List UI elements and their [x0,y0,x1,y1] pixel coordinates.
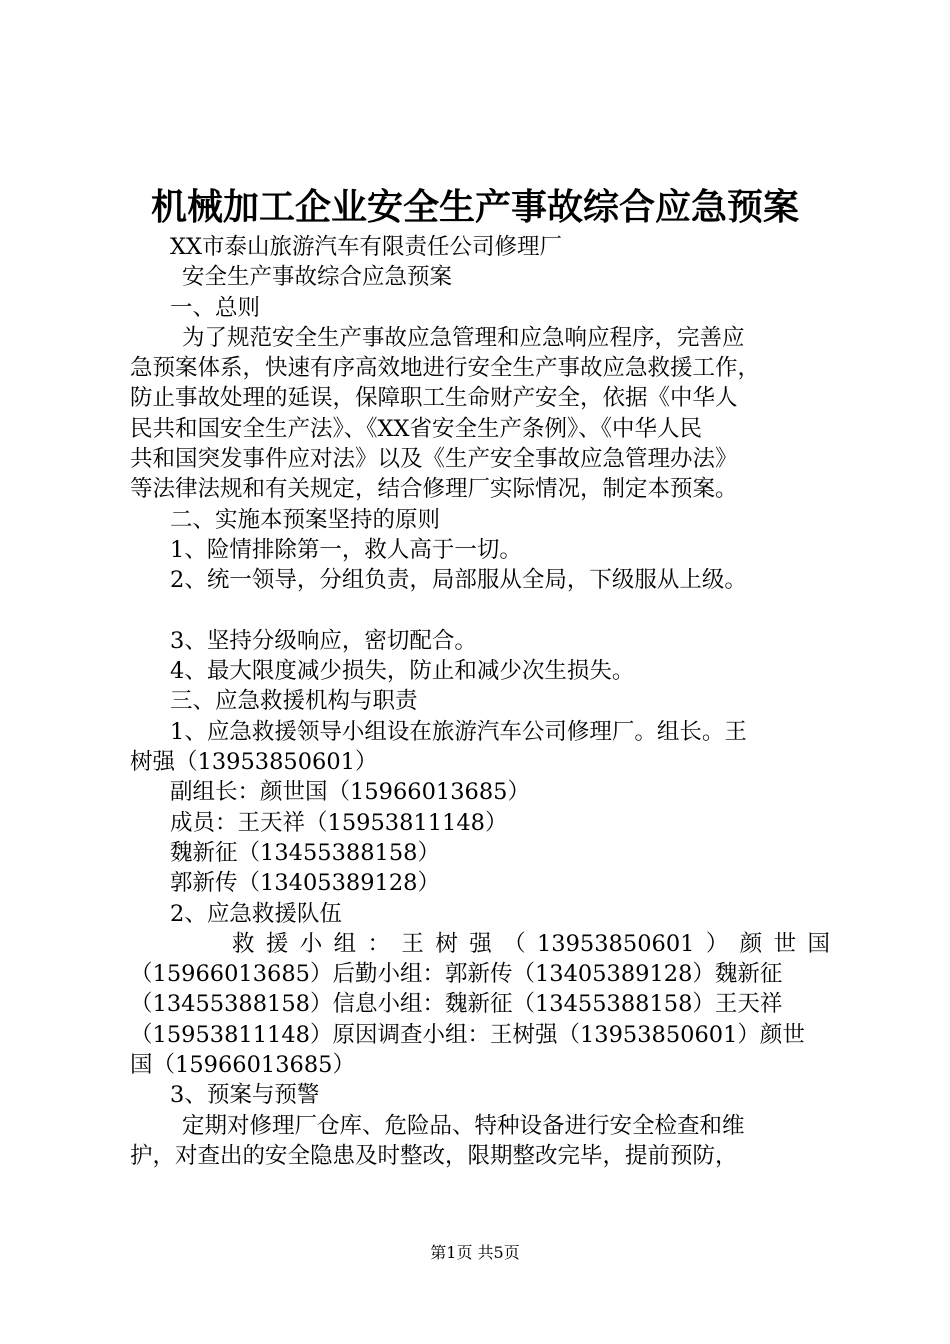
member-line: 魏新征（13455388158） [170,839,440,866]
paragraph-line: 树强（13953850601） [130,749,378,776]
paragraph-line: 共和国突发事件应对法》以及《生产安全事故应急管理办法》 [130,446,738,473]
paragraph-line: 国（15966013685） [130,1052,355,1079]
document-title: 机械加工企业安全生产事故综合应急预案 [150,187,799,228]
section-heading-general: 一、总则 [170,294,261,321]
paragraph-line: 定期对修理厂仓库、危险品、特种设备进行安全检查和维 [182,1112,745,1139]
paragraph-line: 防止事故处理的延误，保障职工生命财产安全，依据《中华人 [130,385,738,412]
paragraph-line: 急预案体系，快速有序高效地进行安全生产事故应急救援工作， [130,355,761,382]
paragraph-line: 民共和国安全生产法》、《XX省安全生产条例》、《中华人民 [130,415,703,442]
paragraph-line: （13455388158）信息小组：魏新征（13455388158）王天祥 [130,991,783,1018]
section-heading-organization: 三、应急救援机构与职责 [170,688,418,715]
company-name-line: XX市泰山旅游汽车有限责任公司修理厂 [170,234,563,260]
list-item: 3、坚持分级响应，密切配合。 [170,627,477,654]
subsection-heading-warning: 3、预案与预警 [170,1082,320,1109]
subsection-heading-teams: 2、应急救援队伍 [170,900,342,927]
list-item: 4、最大限度减少损失，防止和减少次生损失。 [170,658,635,685]
subtitle-line: 安全生产事故综合应急预案 [182,264,453,291]
paragraph-line: 护，对查出的安全隐患及时整改，限期整改完毕，提前预防， [130,1142,738,1169]
list-item: 1、险情排除第一，救人高于一切。 [170,536,522,563]
paragraph-line: 为了规范安全生产事故应急管理和应急响应程序，完善应 [182,324,745,351]
section-heading-principles: 二、实施本预案坚持的原则 [170,506,441,533]
paragraph-line: 等法律法规和有关规定，结合修理厂实际情况，制定本预案。 [130,476,738,503]
blank-line [130,596,830,626]
paragraph-line: 救援小组：王树强（13953850601）颜世国 [232,930,830,957]
member-line: 副组长：颜世国（15966013685） [170,779,530,806]
paragraph-line: （15966013685）后勤小组：郭新传（13405389128）魏新征 [130,961,783,988]
document-body [130,232,830,1171]
list-item: 2、统一领导，分组负责，局部服从全局，下级服从上级。 [170,567,747,594]
paragraph-line: 1、应急救援领导小组设在旅游汽车公司修理厂。组长。王 [170,718,747,745]
page-footer: 第1页 共5页 [430,1243,520,1262]
paragraph-line: （15953811148）原因调查小组：王树强（13953850601）颜世 [130,1021,805,1048]
member-line: 成员：王天祥（15953811148） [170,809,508,836]
member-line: 郭新传（13405389128） [170,870,440,897]
